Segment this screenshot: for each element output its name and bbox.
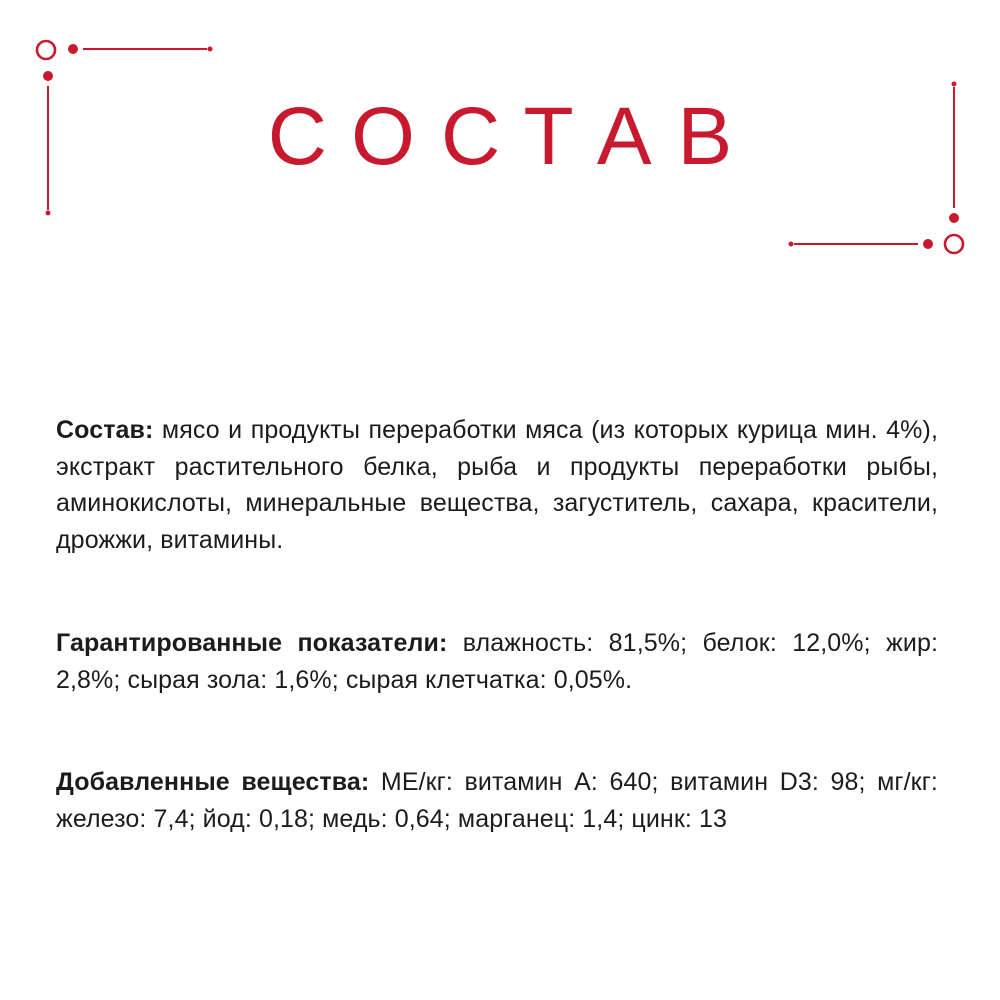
- guaranteed-analysis-label: Гарантированные показатели:: [56, 629, 463, 657]
- dot-icon: [43, 71, 53, 81]
- dot-icon: [949, 213, 959, 223]
- composition-paragraph: [56, 412, 938, 558]
- page-title: СОСТАВ: [267, 91, 759, 182]
- additives-text: МЕ/кг: витамин A: 640; витамин D3: 98; мг/кг: железо: 7,4; йод: 0,18; медь: 0,64; марганец: 1,4; цинк: 13: [56, 768, 938, 833]
- ring-icon: [37, 41, 55, 59]
- dot-icon: [923, 239, 933, 249]
- dot-icon: [789, 242, 794, 247]
- dot-icon: [46, 211, 51, 216]
- additives-label: Добавленные вещества:: [56, 768, 381, 796]
- guaranteed-analysis-paragraph: [56, 625, 938, 698]
- dot-icon: [68, 44, 78, 54]
- composition-label: Состав:: [56, 416, 162, 444]
- dot-icon: [952, 82, 957, 87]
- composition-text: мясо и продукты переработки мяса (из которых курица мин. 4%), экстракт растительного белка, рыба и продукты переработки рыбы, аминокислоты, минеральные вещества, загуститель, сахара, красители, дрожжи, витамины.: [56, 416, 938, 554]
- dot-icon: [208, 47, 213, 52]
- ring-icon: [945, 235, 963, 253]
- additives-paragraph: [56, 764, 938, 837]
- guaranteed-analysis-text: влажность: 81,5%; белок: 12,0%; жир: 2,8%; сырая зола: 1,6%; сырая клетчатка: 0,05%.: [56, 629, 938, 694]
